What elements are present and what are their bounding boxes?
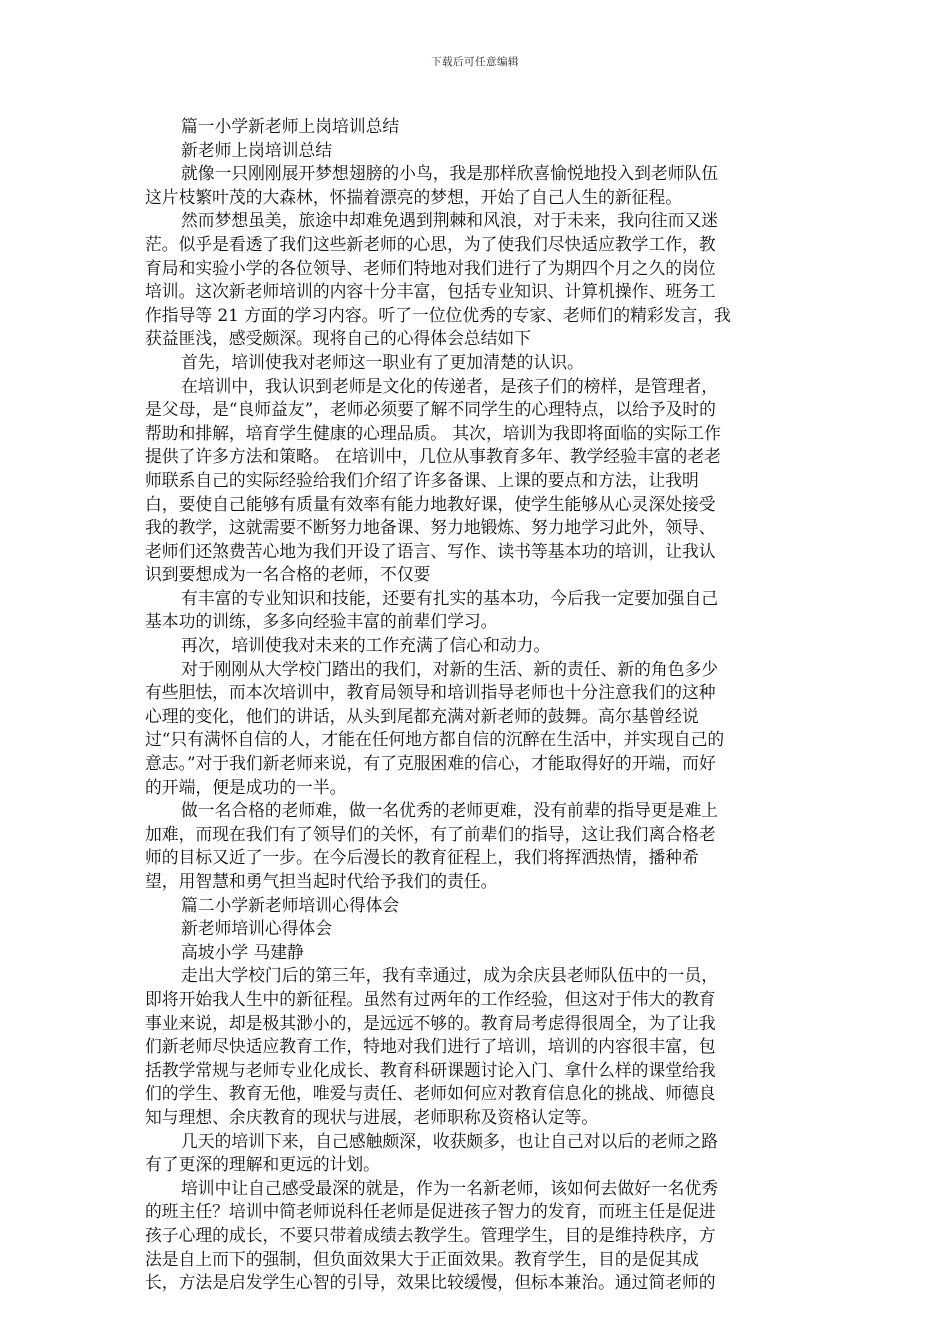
text-line: 长，方法是启发学生心智的引导，效果比较缓慢，但标本兼治。通过简老师的 [145,1272,716,1293]
text-line: 新老师上岗培训总结 [181,139,333,160]
text-line: 加难，而现在我们有了领导们的关怀，有了前辈们的指导，这让我们离合格老 [145,823,716,844]
text-line: 几天的培训下来，自己感触颇深，收获颇多，也让自己对以后的老师之路 [181,1130,719,1151]
text-line: 们的学生、教育无他，唯爱与责任、老师如何应对教育信息化的挑战、师德良 [145,1083,716,1104]
text-line: 括教学常规与老师专业化成长、教育科研课题讨论入门、拿什么样的课堂给我 [145,1059,716,1080]
text-line: 心理的变化，他们的讲话，从头到尾都充满对新老师的鼓舞。高尔基曾经说 [145,705,699,726]
text-line: 就像一只刚刚展开梦想翅膀的小鸟，我是那样欣喜愉悦地投入到老师队伍 [181,163,719,184]
text-line: 走出大学校门后的第三年，我有幸通过，成为余庆县老师队伍中的一员， [181,965,719,986]
text-line: 知与理想、余庆教育的现状与进展，老师职称及资格认定等。 [145,1106,599,1127]
text-line: 师的目标又近了一步。在今后漫长的教育征程上，我们将挥洒热情，播种希 [145,847,699,868]
text-line: 作指导等 21 方面的学习内容。听了一位位优秀的专家、老师们的精彩发言，我 [145,304,731,325]
text-line: 有些胆怯，而本次培训中，教育局领导和培训指导老师也十分注意我们的这种 [145,682,716,703]
text-line: 篇二小学新老师培训心得体会 [181,894,400,915]
text-line: 即将开始我人生中的新征程。虽然有过两年的工作经验，但这对于伟大的教育 [145,988,716,1009]
text-line: 做一名合格的老师难，做一名优秀的老师更难，没有前辈的指导更是难上 [181,800,719,821]
text-line: 对于刚刚从大学校门踏出的我们，对新的生活、新的责任、新的角色多少 [181,658,719,679]
text-line: 在培训中，我认识到老师是文化的传递者，是孩子们的榜样，是管理者， [181,375,719,396]
text-line: 过“只有满怀自信的人，才能在任何地方都自信的沉醉在生活中，并实现自己的 [145,729,725,750]
text-line: 孩子心理的成长，不要只带着成绩去教学生。管理学生，目的是维持秩序，方 [145,1224,716,1245]
text-line: 培训。这次新老师培训的内容十分丰富，包括专业知识、计算机操作、班务工 [145,281,716,302]
text-line: 法是自上而下的强制，但负面效果大于正面效果。教育学生，目的是促其成 [145,1248,699,1269]
page-header: 下载后可任意编辑 [431,56,519,68]
text-line: 茫。似乎是看透了我们这些新老师的心思，为了使我们尽快适应教学工作，教 [145,233,716,254]
text-line: 育局和实验小学的各位领导、老师们特地对我们进行了为期四个月之久的岗位 [145,257,716,278]
text-line: 们新老师尽快适应教育工作，特地对我们进行了培训，培训的内容很丰富，包 [145,1036,716,1057]
text-line: 篇一小学新老师上岗培训总结 [181,116,400,136]
text-line: 基本功的训练，多多向经验丰富的前辈们学习。 [145,611,498,632]
text-line: 有丰富的专业知识和技能，还要有扎实的基本功，今后我一定要加强自己 [181,587,719,608]
text-line: 老师们还煞费苦心地为我们开设了语言、写作、读书等基本功的培训，让我认 [145,540,716,561]
text-line: 的班主任？培训中简老师说科任老师是促进孩子智力的发育，而班主任是促进 [145,1201,716,1222]
text-line: 提供了许多方法和策略。 在培训中，几位从事教育多年、教学经验丰富的老老 [145,446,721,467]
text-line: 白，要使自己能够有质量有效率有能力地教好课，使学生能够从心灵深处接受 [145,493,716,514]
text-line: 我的教学，这就需要不断努力地备课、努力地锻炼、努力地学习此外，领导、 [145,517,716,538]
text-line: 事业来说，却是极其渺小的，是远远不够的。教育局考虑得很周全，为了让我 [145,1012,716,1033]
text-line: 培训中让自己感受最深的就是，作为一名新老师，该如何去做好一名优秀 [181,1177,719,1198]
text-line: 是父母，是“良师益友”，老师必须要了解不同学生的心理特点，以给予及时的 [145,399,716,420]
text-line: 高坡小学 马建静 [181,941,304,962]
document-body [145,115,806,1295]
text-line: 有了更深的理解和更远的计划。 [145,1154,380,1175]
text-line: 首先，培训使我对老师这一职业有了更加清楚的认识。 [181,351,584,372]
text-line: 然而梦想虽美，旅途中却难免遇到荆棘和风浪，对于未来，我向往而又迷 [181,210,719,231]
text-line: 望，用智慧和勇气担当起时代给予我们的责任。 [145,871,498,891]
text-line: 这片枝繁叶茂的大森林，怀揣着漂亮的梦想，开始了自己人生的新征程。 [145,186,683,207]
text-line: 师联系自己的实际经验给我们介绍了许多备课、上课的要点和方法，让我明 [145,469,699,490]
text-line: 意志。”对于我们新老师来说，有了克服困难的信心，才能取得好的开端，而好 [145,753,716,774]
text-line: 的开端，便是成功的一半。 [145,776,347,797]
text-line: 再次，培训使我对未来的工作充满了信心和动力。 [181,635,551,656]
text-line: 帮助和排解，培育学生健康的心理品质。 其次，培训为我即将面临的实际工作 [145,422,721,443]
text-line: 识到要想成为一名合格的老师，不仅要 [145,564,431,585]
text-line: 新老师培训心得体会 [181,918,333,939]
text-line: 获益匪浅，感受颇深。现将自己的心得体会总结如下 [145,328,531,349]
